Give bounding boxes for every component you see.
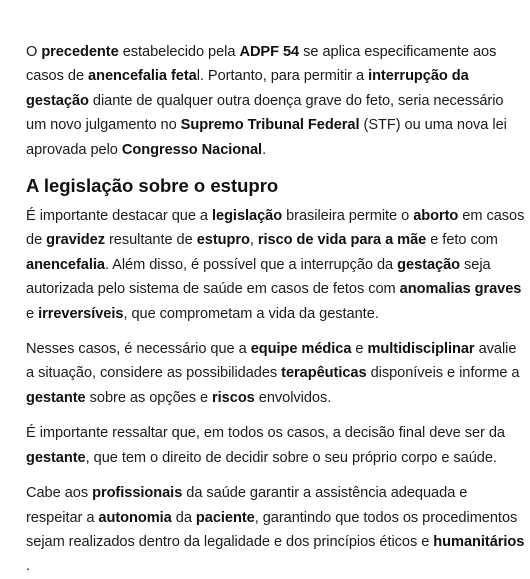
- text-run: diante de qualquer outra doença grave do feto, seria necessário um novo julgamento no: [26, 92, 504, 134]
- bold-term: gestante: [26, 449, 86, 466]
- article-body: [26, 40, 526, 579]
- text-run: . Além disso, é possível que a interrupção da: [104, 256, 398, 273]
- text-run: .: [26, 558, 31, 575]
- bold-term: precedente: [41, 44, 119, 60]
- text-run: .: [262, 141, 267, 158]
- paragraph-adpf-precedent: [26, 40, 526, 162]
- text-run: brasileira permite o: [282, 208, 414, 225]
- text-run: Nesses casos, é necessário que a: [26, 341, 251, 358]
- bold-term: anomalias graves: [399, 281, 522, 298]
- text-run: da saúde garantir a assistência adequada e respeitar a: [26, 485, 468, 526]
- bold-term: legislação: [212, 208, 283, 225]
- text-run: envolvidos.: [254, 389, 332, 406]
- text-run: se aplica especificamente aos casos de: [26, 44, 497, 85]
- text-run: e feto com: [426, 232, 498, 249]
- text-run: sobre as opções e: [85, 389, 213, 406]
- text-run: seja autorizada pelo sistema de saúde em casos de fetos com: [26, 256, 491, 298]
- paragraph-legal-cases: [26, 204, 526, 326]
- bold-term: terapêuticas: [281, 365, 367, 382]
- bold-term: multidisciplinar: [367, 341, 475, 358]
- text-run: e: [26, 305, 39, 322]
- text-run: da: [171, 509, 196, 526]
- bold-term: irreversíveis: [38, 305, 124, 322]
- paragraph-medical-team: [26, 337, 526, 410]
- bold-term: Congresso Nacional: [121, 141, 263, 158]
- text-run: , garantindo que todos os procedimentos sejam realizados dentro da legalidade e dos princípios éticos e: [26, 509, 518, 550]
- bold-term: gestação: [397, 256, 461, 273]
- bold-term: paciente: [195, 509, 255, 526]
- text-run: resultante de: [104, 232, 197, 249]
- bold-term: riscos: [212, 389, 255, 406]
- bold-term: ADPF 54: [239, 44, 300, 60]
- text-run: disponíveis e informe a: [366, 365, 520, 382]
- text-run: , que comprometam a vida da gestante.: [123, 305, 379, 322]
- text-run: l. Portanto, para permitir a: [196, 68, 369, 85]
- text-run: O: [26, 44, 42, 60]
- bold-term: aborto: [413, 208, 459, 225]
- text-run: avalie a situação, considere as possibilidades: [26, 341, 517, 382]
- text-run: e: [351, 341, 368, 358]
- bold-term: interrupção da gestação: [26, 68, 469, 109]
- bold-term: profissionais: [92, 485, 183, 502]
- paragraph-professionals: [26, 481, 526, 579]
- paragraph-final-decision: [26, 421, 526, 470]
- text-run: (STF) ou uma nova lei aprovada pelo: [26, 117, 507, 158]
- text-run: , que tem o direito de decidir sobre o seu próprio corpo e saúde.: [85, 449, 497, 466]
- bold-term: autonomia: [98, 509, 172, 526]
- bold-term: gestante: [26, 389, 86, 406]
- section-heading: A legislação sobre o estupro: [26, 175, 279, 197]
- bold-term: gravidez: [46, 232, 105, 249]
- text-run: É importante ressaltar que, em todos os casos, a decisão final deve ser da: [26, 425, 505, 442]
- bold-term: humanitários: [433, 533, 525, 550]
- text-run: em casos de: [26, 208, 525, 249]
- bold-term: Supremo Tribunal Federal: [180, 117, 360, 134]
- text-run: É importante destacar que a: [26, 208, 212, 225]
- text-run: Cabe aos: [26, 485, 93, 502]
- bold-term: estupro: [196, 232, 250, 249]
- bold-term: anencefalia: [26, 256, 105, 273]
- bold-term: risco de vida para a mãe: [257, 232, 427, 249]
- bold-term: anencefalia feta: [88, 68, 197, 85]
- bold-term: equipe médica: [250, 341, 352, 358]
- text-run: estabelecido pela: [118, 44, 240, 60]
- text-run: ,: [249, 232, 258, 249]
